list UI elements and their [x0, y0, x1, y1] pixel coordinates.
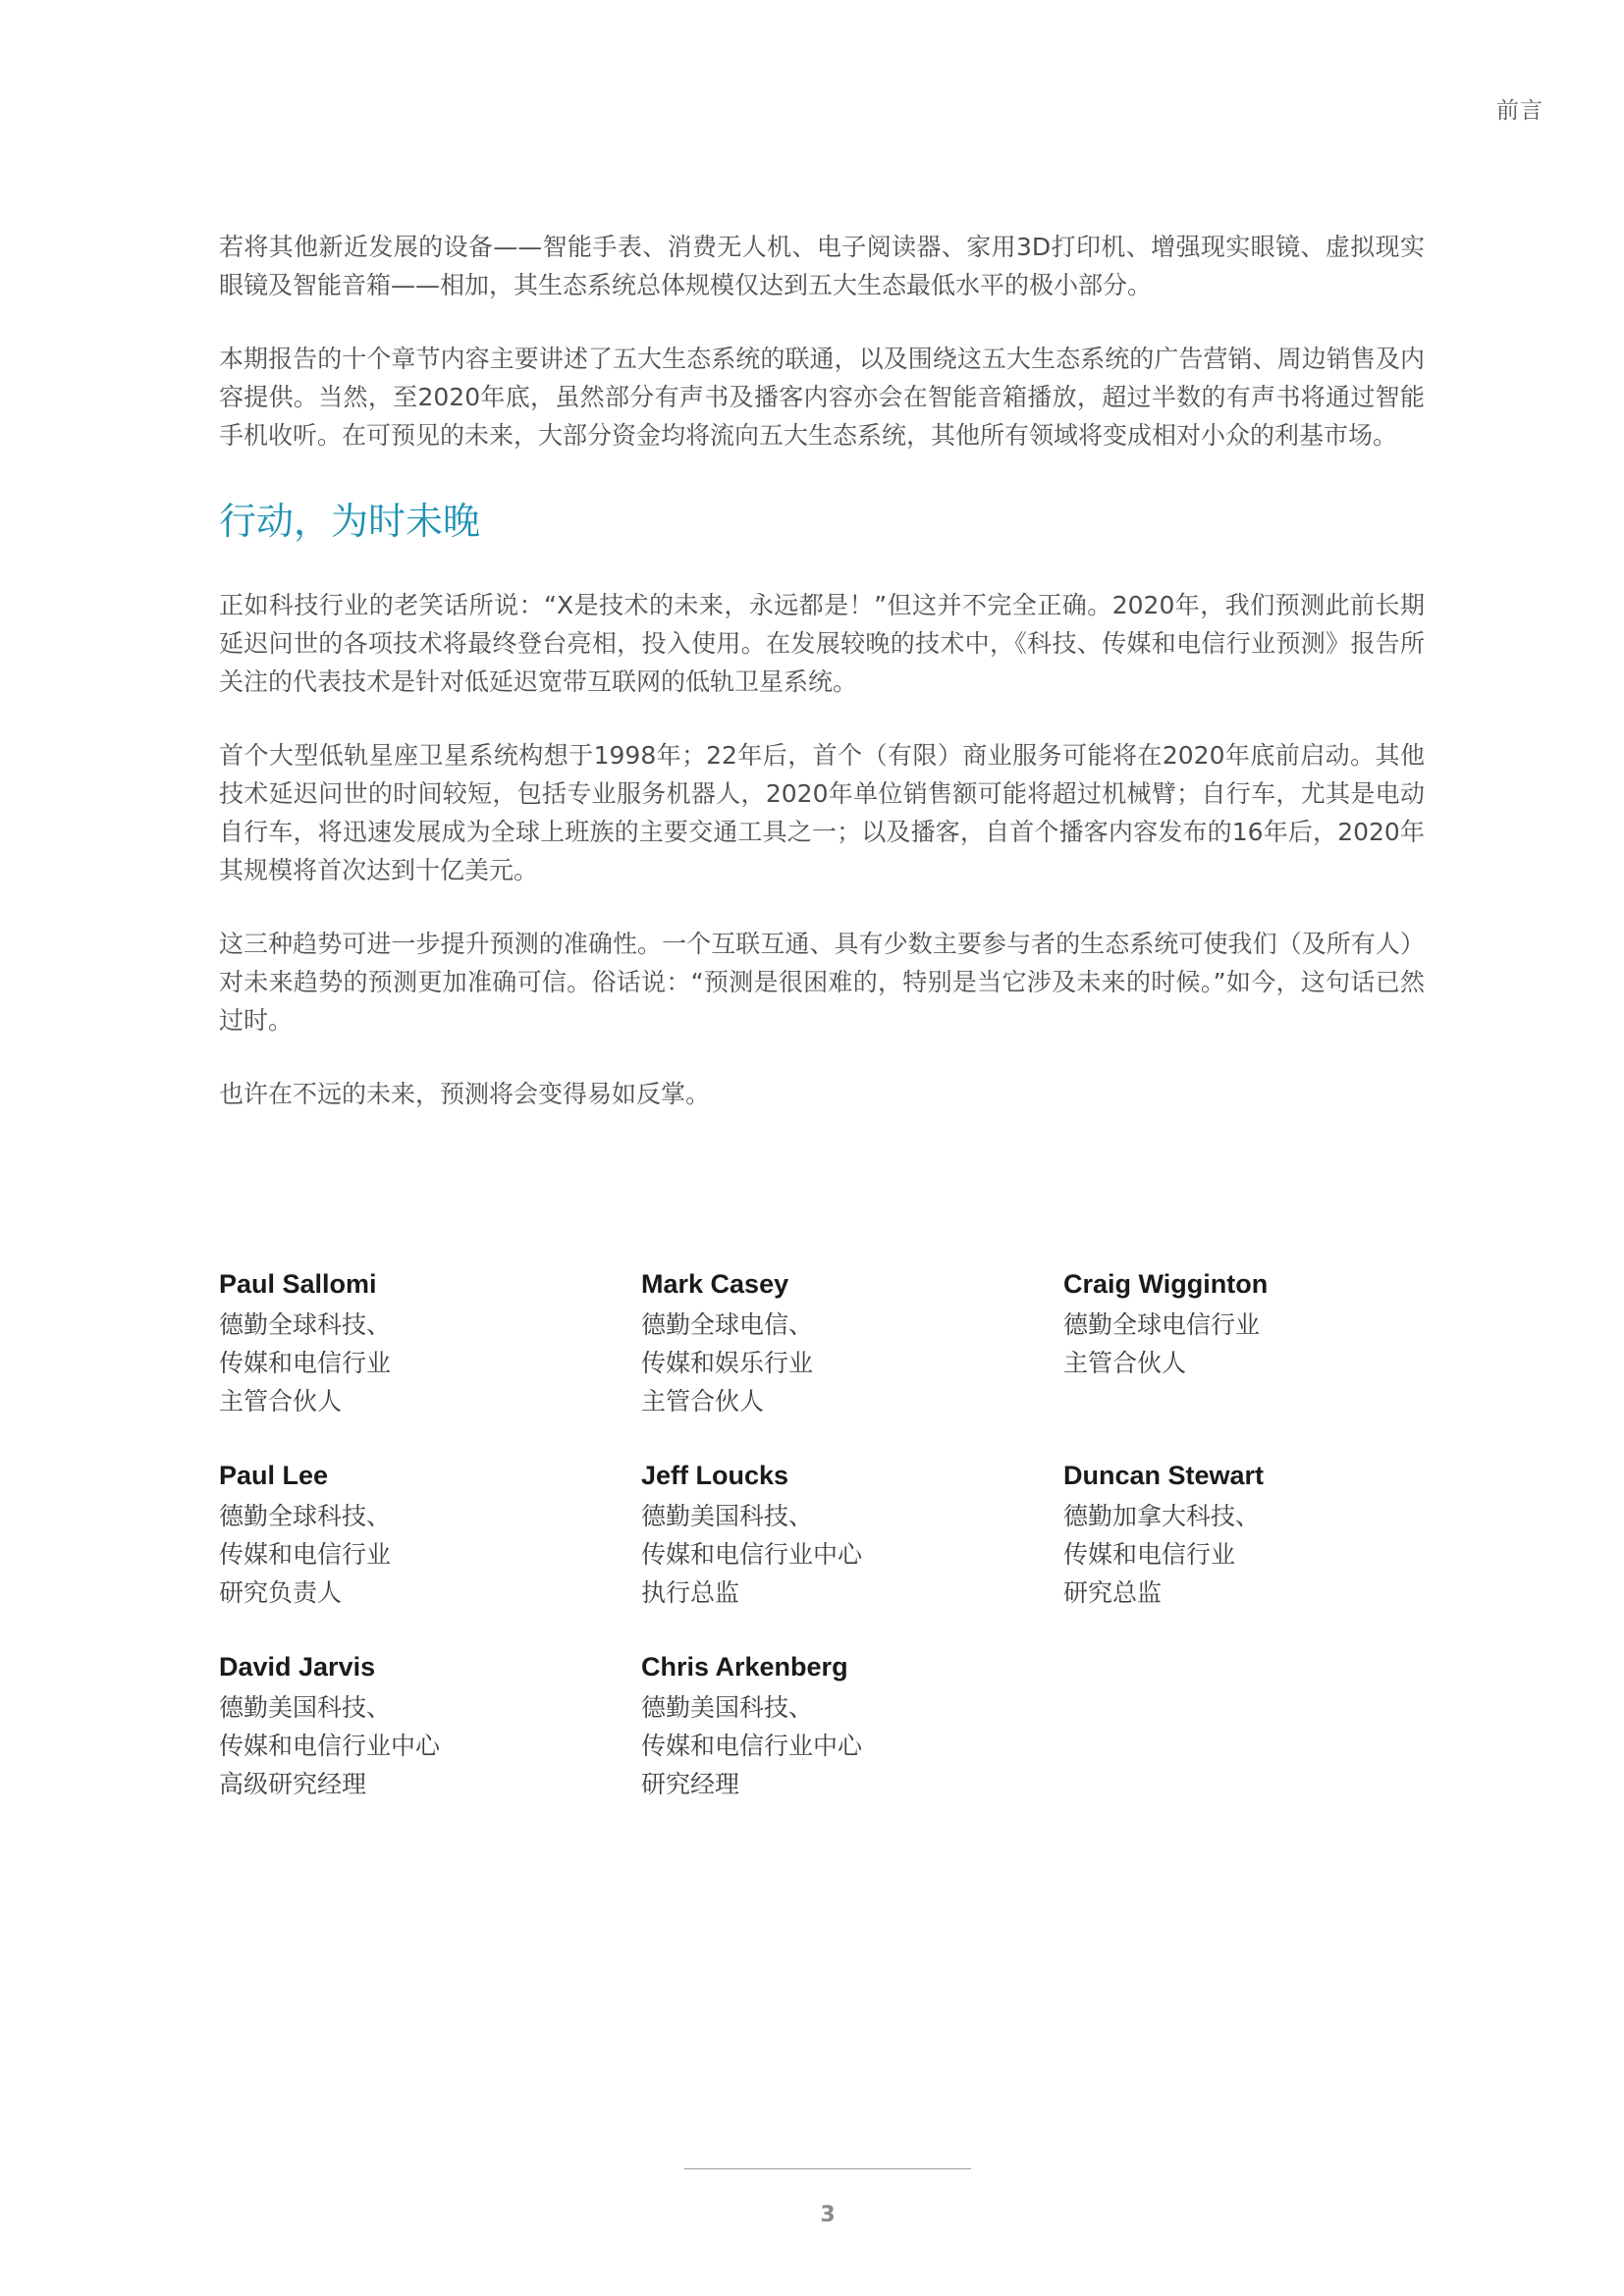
author-title-line: 主管合伙人 — [641, 1387, 765, 1415]
body-paragraph: 若将其他新近发展的设备——智能手表、消费无人机、电子阅读器、家用3D打印机、增强现实眼镜、虚拟现实眼镜及智能音箱——相加，其生态系统总体规模仅达到五大生态最低水平的极小部分。 — [219, 233, 1425, 299]
author-title-line: 传媒和娱乐行业 — [641, 1349, 814, 1377]
body-paragraph: 也许在不远的未来，预测将会变得易如反掌。 — [219, 1080, 711, 1108]
body-paragraph: 这三种趋势可进一步提升预测的准确性。一个互联互通、具有少数主要参与者的生态系统可使我们（及所有人）对未来趋势的预测更加准确可信。俗话说：“预测是很困难的，特别是当它涉及未来的时候。”如今，这句话已然过时。 — [219, 930, 1425, 1035]
author-entry — [1063, 1266, 1486, 1420]
author-name: Jeff Loucks — [641, 1461, 789, 1490]
section-label: 前言 — [1496, 98, 1543, 124]
author-entry — [219, 1649, 641, 1803]
author-entry — [1063, 1458, 1486, 1612]
body-paragraph: 正如科技行业的老笑话所说：“X是技术的未来，永远都是！”但这并不完全正确。2020年，我们预测此前长期延迟问世的各项技术将最终登台亮相，投入使用。在发展较晚的技术中，《科技、传媒和电信行业预测》报告所关注的代表技术是针对低延迟宽带互联网的低轨卫星系统。 — [219, 591, 1425, 696]
main-content — [219, 228, 1425, 1148]
author-name: Craig Wigginton — [1063, 1269, 1269, 1299]
body-paragraph: 本期报告的十个章节内容主要讲述了五大生态系统的联通，以及围绕这五大生态系统的广告营销、周边销售及内容提供。当然，至2020年底，虽然部分有声书及播客内容亦会在智能音箱播放，超过半数的有声书将通过智能手机收听。在可预见的未来，大部分资金均将流向五大生态系统，其他所有领域将变成相对小众的利基市场。 — [219, 345, 1425, 450]
author-entry — [641, 1649, 1063, 1803]
author-title-line: 传媒和电信行业 — [219, 1349, 392, 1377]
author-entry — [641, 1266, 1063, 1420]
page-number: 3 — [820, 2203, 836, 2227]
author-title-line: 研究负责人 — [219, 1578, 343, 1607]
author-list — [219, 1266, 1495, 1803]
author-title-line: 传媒和电信行业 — [219, 1540, 392, 1569]
author-title-line: 德勤美国科技、 — [219, 1693, 392, 1722]
author-name: David Jarvis — [219, 1652, 376, 1682]
author-title-line: 传媒和电信行业中心 — [641, 1540, 863, 1569]
section-heading: 行动，为时未晚 — [219, 500, 481, 543]
author-title-line: 德勤美国科技、 — [641, 1502, 814, 1530]
author-title-line: 高级研究经理 — [219, 1770, 367, 1798]
author-entry — [219, 1458, 641, 1612]
author-title-line: 主管合伙人 — [1063, 1349, 1187, 1377]
author-title-line: 德勤美国科技、 — [641, 1693, 814, 1722]
author-entry — [641, 1458, 1063, 1612]
body-paragraph: 首个大型低轨星座卫星系统构想于1998年；22年后，首个（有限）商业服务可能将在2020年底前启动。其他技术延迟问世的时间较短，包括专业服务机器人，2020年单位销售额可能将超过机械臂；自行车，尤其是电动自行车，将迅速发展成为全球上班族的主要交通工具之一；以及播客，自首个播客内容发布的16年后，2020年其规模将首次达到十亿美元。 — [219, 741, 1425, 884]
author-title-line: 研究总监 — [1063, 1578, 1163, 1607]
author-name: Paul Sallomi — [219, 1269, 377, 1299]
author-name: Mark Casey — [641, 1269, 789, 1299]
author-title-line: 传媒和电信行业中心 — [219, 1732, 441, 1760]
footer-divider — [684, 2168, 971, 2169]
author-title-line: 德勤全球科技、 — [219, 1310, 392, 1339]
author-name: Chris Arkenberg — [641, 1652, 848, 1682]
author-title-line: 主管合伙人 — [219, 1387, 343, 1415]
author-title-line: 传媒和电信行业 — [1063, 1540, 1236, 1569]
author-title-line: 德勤全球电信、 — [641, 1310, 814, 1339]
author-title-line: 德勤全球电信行业 — [1063, 1310, 1261, 1339]
author-title-line: 德勤全球科技、 — [219, 1502, 392, 1530]
author-name: Duncan Stewart — [1063, 1461, 1265, 1490]
author-title-line: 德勤加拿大科技、 — [1063, 1502, 1261, 1530]
author-title-line: 研究经理 — [641, 1770, 740, 1798]
author-entry — [219, 1266, 641, 1420]
author-title-line: 传媒和电信行业中心 — [641, 1732, 863, 1760]
author-name: Paul Lee — [219, 1461, 329, 1490]
author-title-line: 执行总监 — [641, 1578, 740, 1607]
